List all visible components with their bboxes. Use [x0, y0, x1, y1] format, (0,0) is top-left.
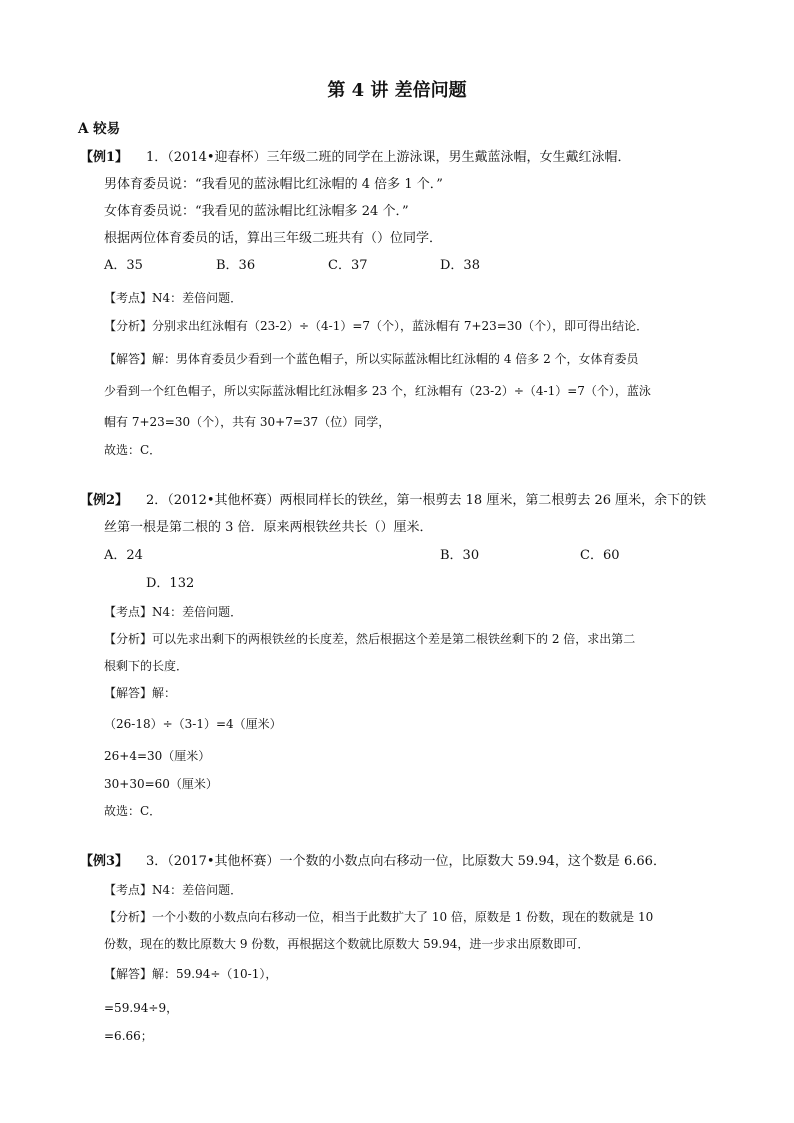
example-3-fenxi-1: 【分析】一个小数的小数点向右移动一位，相当于此数扩大了 10 倍，原数是 1 份数，现在的数就是 10 — [104, 910, 654, 924]
example-1-choice-a: A．35 — [104, 258, 143, 273]
example-2-calc-3: 30+30=60（厘米） — [104, 777, 218, 791]
example-3-kaodian: 【考点】N4：差倍问题． — [104, 883, 243, 897]
example-2-answer: 故选：C． — [104, 804, 162, 818]
example-1-jieda-1: 【解答】解：男体育委员少看到一个蓝色帽子，所以实际蓝泳帽比红泳帽的 4 倍多 2 个，女体育委员 — [104, 352, 639, 366]
example-1-line-4: 根据两位体育委员的话，算出三年级二班共有（）位同学． — [104, 231, 443, 246]
example-3-calc-2: =6.66； — [104, 1029, 153, 1043]
example-1-jieda-3: 帽有 7+23=30（个），共有 30+7=37（位）同学， — [104, 415, 391, 429]
section-heading: A 较易 — [78, 121, 121, 137]
example-2-kaodian: 【考点】N4：差倍问题． — [104, 605, 243, 619]
example-2-jieda: 【解答】解： — [104, 686, 177, 700]
example-1-choice-d: D．38 — [440, 258, 480, 273]
example-2-tag: 【例2】 — [80, 493, 129, 508]
example-2-calc-1: （26-18）÷（3-1）=4（厘米） — [104, 717, 282, 731]
example-1-kaodian: 【考点】N4：差倍问题． — [104, 291, 243, 305]
example-1-choice-c: C．37 — [328, 258, 368, 273]
example-1-line-2: 男体育委员说：“我看见的蓝泳帽比红泳帽的 4 倍多 1 个．” — [104, 177, 443, 192]
example-2-choice-a: A．24 — [104, 548, 143, 563]
example-1-fenxi: 【分析】分别求出红泳帽有（23-2）÷（4-1）=7（个），蓝泳帽有 7+23=30（个），即可得出结论． — [104, 319, 649, 333]
example-3-tag: 【例3】 — [80, 854, 129, 869]
example-2-calc-2: 26+4=30（厘米） — [104, 749, 211, 763]
example-2-choice-d: D．132 — [146, 576, 195, 591]
example-2-choice-b: B．30 — [440, 548, 480, 563]
page-title: 第 4 讲 差倍问题 — [327, 80, 467, 101]
example-3-calc-1: =59.94÷9， — [104, 1001, 179, 1015]
example-2-stem-2: 丝第一根是第二根的 3 倍．原来两根铁丝共长（）厘米． — [104, 520, 433, 535]
example-1-jieda-2: 少看到一个红色帽子，所以实际蓝泳帽比红泳帽多 23 个，红泳帽有（23-2）÷（4-1）=7（个），蓝泳 — [104, 384, 651, 398]
example-2-stem-1: 2．（2012•其他杯赛）两根同样长的铁丝，第一根剪去 18 厘米，第二根剪去 26 厘米，余下的铁 — [146, 493, 707, 508]
example-2-fenxi-2: 根剩下的长度． — [104, 659, 189, 673]
example-3-fenxi-2: 份数，现在的数比原数大 9 份数，再根据这个数就比原数大 59.94，进一步求出原数即可． — [104, 937, 590, 951]
example-1-line-3: 女体育委员说：“我看见的蓝泳帽比红泳帽多 24 个．” — [104, 204, 409, 219]
example-1-tag: 【例1】 — [80, 150, 129, 165]
example-2-choice-c: C．60 — [580, 548, 620, 563]
example-1-choice-b: B．36 — [216, 258, 256, 273]
example-3-stem: 3．（2017•其他杯赛）一个数的小数点向右移动一位，比原数大 59.94，这个数是 6.66． — [146, 854, 666, 869]
example-3-jieda: 【解答】解：59.94÷（10-1）， — [104, 967, 278, 981]
example-1-answer: 故选：C． — [104, 443, 162, 457]
example-1-stem: 1．（2014•迎春杯）三年级二班的同学在上游泳课，男生戴蓝泳帽，女生戴红泳帽． — [146, 150, 631, 165]
example-2-fenxi-1: 【分析】可以先求出剩下的两根铁丝的长度差，然后根据这个差是第二根铁丝剩下的 2 倍，求出第二 — [104, 632, 636, 646]
